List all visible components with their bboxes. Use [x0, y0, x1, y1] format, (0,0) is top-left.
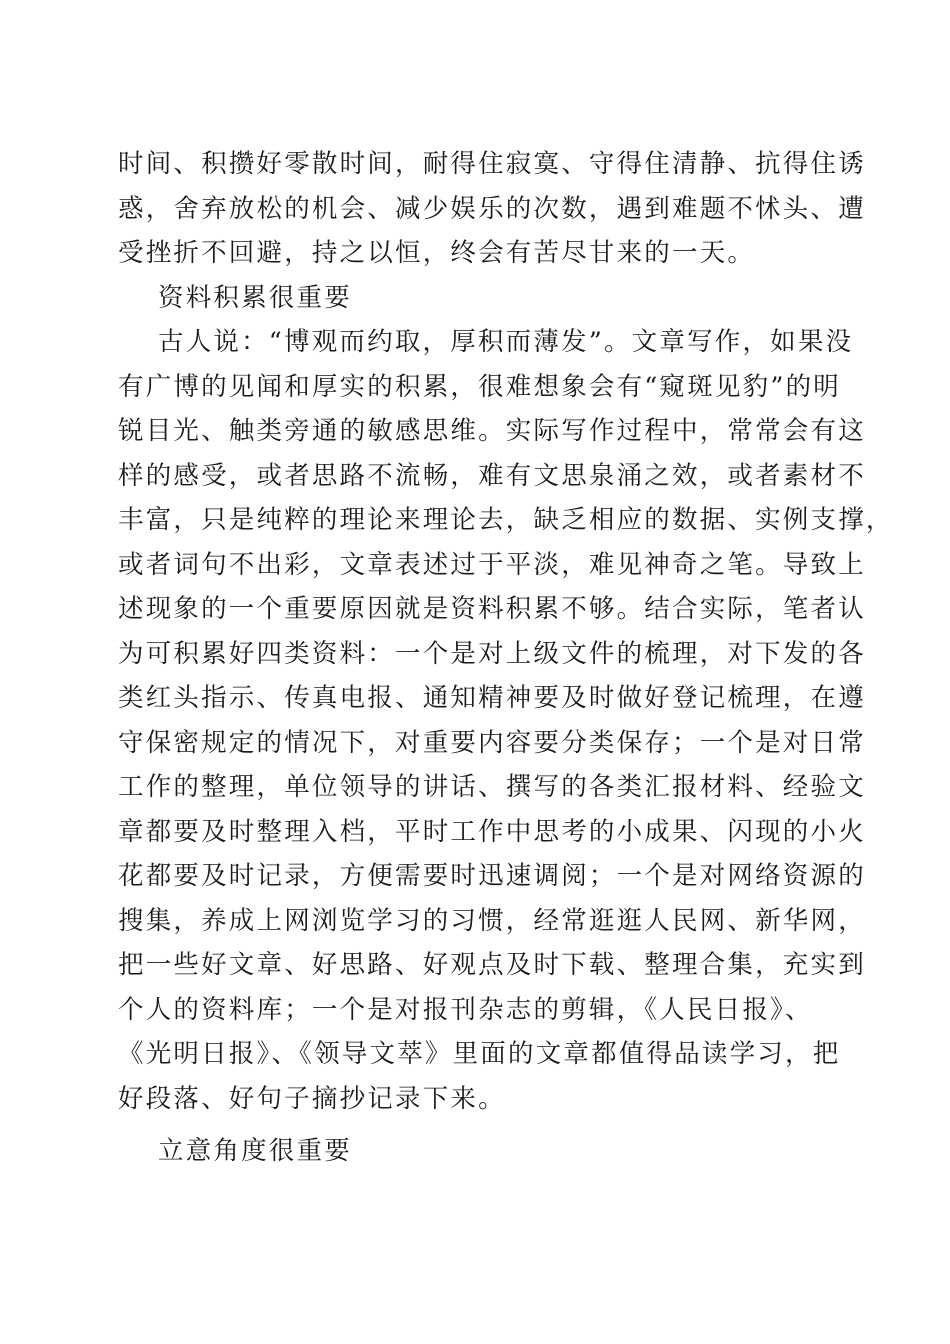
- text-line: 惑，舍弃放松的机会、减少娱乐的次数，遇到难题不怵头、遭: [118, 193, 866, 224]
- text-line: 有广博的见闻和厚实的积累，很难想象会有“窥斑见豹”的明: [118, 371, 841, 402]
- text-line: 受挫折不回避，持之以恒，终会有苦尽甘来的一天。: [118, 238, 756, 268]
- text-line: 工作的整理，单位领导的讲话、撰写的各类汇报材料、经验文: [118, 772, 866, 802]
- section-heading-materials: 资料积累很重要: [158, 282, 352, 313]
- text-line: 守保密规定的情况下，对重要内容要分类保存；一个是对日常: [118, 727, 866, 758]
- text-line: 花都要及时记录，方便需要时迅速调阅；一个是对网络资源的: [118, 861, 866, 891]
- section-heading-perspective: 立意角度很重要: [158, 1136, 352, 1166]
- text-line: 锐目光、触类旁通的敏感思维。实际写作过程中，常常会有这: [118, 416, 866, 446]
- text-line: 样的感受，或者思路不流畅，难有文思泉涌之效，或者素材不: [118, 460, 866, 491]
- text-line: 时间、积攒好零散时间，耐得住寂寞、守得住清静、抗得住诱: [118, 149, 866, 179]
- text-line: 古人说：“博观而约取，厚积而薄发”。文章写作，如果没: [158, 327, 854, 357]
- text-line: 把一些好文章、好思路、好观点及时下载、整理合集，充实到: [118, 950, 866, 980]
- text-line: 述现象的一个重要原因就是资料积累不够。结合实际，笔者认: [118, 594, 866, 624]
- text-line: 章都要及时整理入档，平时工作中思考的小成果、闪现的小火: [118, 816, 866, 847]
- text-line: 或者词句不出彩，文章表述过于平淡，难见神奇之笔。导致上: [118, 549, 866, 580]
- materials-paragraph: [118, 320, 894, 1121]
- text-line: 丰富，只是纯粹的理论来理论去，缺乏相应的数据、实例支撑，: [118, 505, 894, 535]
- text-line: 为可积累好四类资料：一个是对上级文件的梳理，对下发的各: [118, 638, 866, 669]
- text-line: 个人的资料库；一个是对报刊杂志的剪辑，《人民日报》、: [118, 994, 813, 1025]
- text-line: 搜集，养成上网浏览学习的习惯，经常逛逛人民网、新华网，: [118, 905, 866, 936]
- text-line: 类红头指示、传真电报、通知精神要及时做好登记梳理，在遵: [118, 683, 866, 713]
- document-body: [118, 142, 894, 1174]
- intro-paragraph: [118, 142, 866, 276]
- text-line: 《光明日报》、《领导文萃》里面的文章都值得品读学习，把: [118, 1039, 841, 1069]
- text-line: 好段落、好句子摘抄记录下来。: [118, 1083, 506, 1114]
